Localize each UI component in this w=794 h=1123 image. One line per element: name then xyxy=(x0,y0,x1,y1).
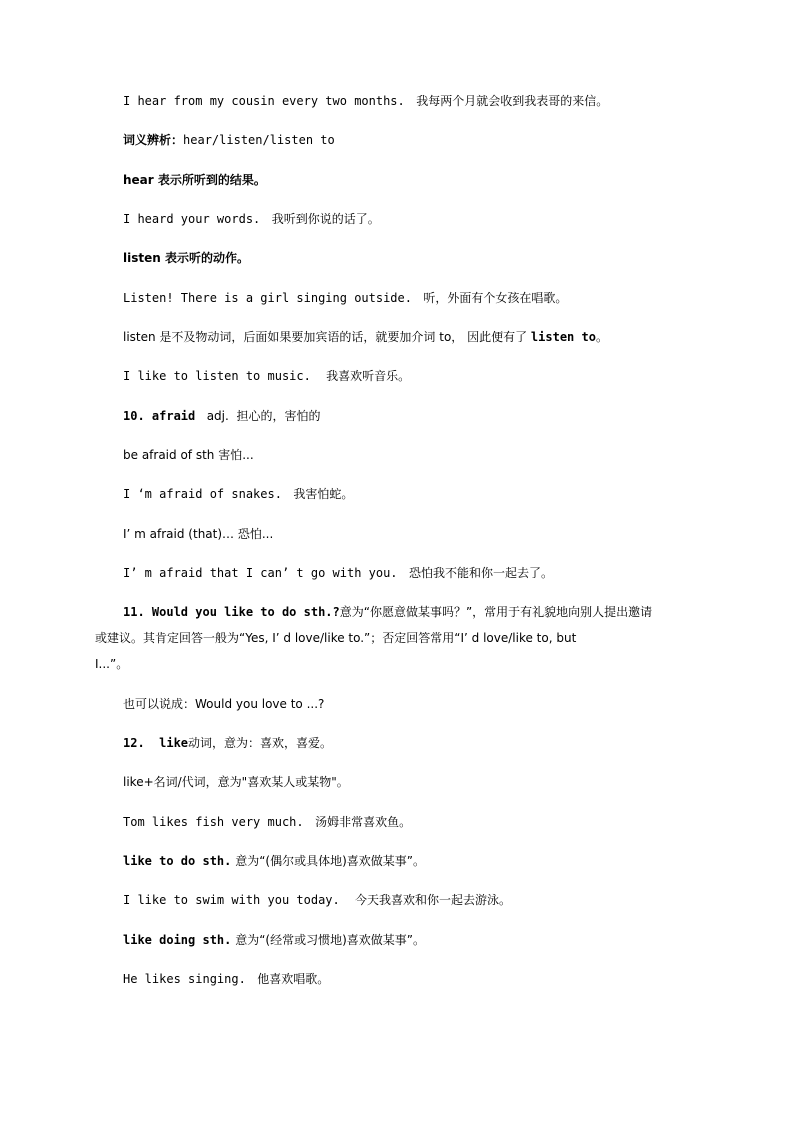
text-line xyxy=(123,891,511,909)
text-line xyxy=(123,734,332,752)
paragraph-11-line-1 xyxy=(123,603,652,621)
text-line xyxy=(123,485,353,503)
definition-heading: hear 表示所听到的结果。 xyxy=(123,173,266,187)
item-heading: 12. like xyxy=(123,736,189,750)
english-example: He likes singing. xyxy=(123,972,246,986)
item-explanation: 意为“你愿意做某事吗？”，常用于有礼貌地向别人提出邀请 xyxy=(339,605,653,619)
english-example: I hear from my cousin every two months. xyxy=(123,94,405,108)
text-line xyxy=(123,852,425,870)
chinese-translation: 我害怕蛇。 xyxy=(281,487,354,501)
paragraph-11-line-2 xyxy=(95,629,717,647)
heading-terms: hear/listen/listen to xyxy=(183,133,335,147)
definition-heading: listen 表示听的动作。 xyxy=(123,251,249,265)
chinese-translation: 汤姆非常喜欢鱼。 xyxy=(303,815,412,829)
text-line xyxy=(123,564,553,582)
item-heading: 10. afraid xyxy=(123,409,196,423)
text-line xyxy=(123,446,254,464)
text-line xyxy=(123,210,380,228)
english-example: Listen! There is a girl singing outside. xyxy=(123,291,412,305)
usage-definition: 意为“(经常或习惯地)喜欢做某事”。 xyxy=(231,933,425,947)
english-example: I heard your words. xyxy=(123,212,261,226)
text-line xyxy=(123,367,410,385)
phrase-definition: be afraid of sth 害怕... xyxy=(123,448,254,462)
chinese-translation: 听，外面有个女孩在唱歌。 xyxy=(411,291,568,305)
phrase-definition: I’ m afraid (that)… 恐怕... xyxy=(123,527,274,541)
text-line xyxy=(123,92,608,110)
chinese-translation: 我听到你说的话了。 xyxy=(260,212,380,226)
english-example: Tom likes fish very much. xyxy=(123,815,304,829)
usage-definition: like+名词/代词，意为"喜欢某人或某物"。 xyxy=(123,775,349,789)
section-heading: 词义辨析： xyxy=(123,133,184,147)
item-heading: 11. Would you like to do sth.? xyxy=(123,605,340,619)
phrase-bold: like to do sth. xyxy=(123,854,232,868)
english-example: I like to swim with you today. xyxy=(123,893,340,907)
explanation-text: listen 是不及物动词，后面如果要加宾语的话，就要加介词 to， 因此便有了 xyxy=(123,330,531,344)
chinese-translation: 我每两个月就会收到我表哥的来信。 xyxy=(404,94,609,108)
text-line xyxy=(123,525,273,543)
text-line xyxy=(123,813,411,831)
text-line xyxy=(123,328,608,346)
item-explanation: 或建议。其肯定回答一般为“Yes, I’ d love/like to.”；否定回答常用“I’ d love/like to, but xyxy=(95,631,577,645)
text-line xyxy=(123,407,320,425)
text-line xyxy=(123,171,266,189)
text-line xyxy=(123,773,349,791)
text-line xyxy=(123,695,324,713)
usage-definition: 意为“(偶尔或具体地)喜欢做某事”。 xyxy=(231,854,425,868)
english-example: I’ m afraid that I can’ t go with you. xyxy=(123,566,398,580)
chinese-translation: 他喜欢唱歌。 xyxy=(245,972,330,986)
chinese-translation: 恐怕我不能和你一起去了。 xyxy=(397,566,553,580)
text-line xyxy=(123,289,567,307)
item-definition: 动词，意为：喜欢，喜爱。 xyxy=(188,736,333,750)
punctuation: 。 xyxy=(595,330,608,344)
item-definition: adj. 担心的，害怕的 xyxy=(195,409,321,423)
text-line xyxy=(123,131,335,149)
chinese-translation: 今天我喜欢和你一起去游泳。 xyxy=(339,893,512,907)
text-line xyxy=(123,931,425,949)
chinese-translation: 我喜欢听音乐。 xyxy=(310,369,411,383)
phrase-bold: listen to xyxy=(530,330,596,344)
phrase-bold: like doing sth. xyxy=(123,933,232,947)
item-explanation: I...”。 xyxy=(95,657,129,671)
english-example: I ‘m afraid of snakes. xyxy=(123,487,282,501)
english-example: I like to listen to music. xyxy=(123,369,311,383)
text-line xyxy=(123,970,329,988)
alternative-phrase: 也可以说成：Would you love to ...? xyxy=(123,697,325,711)
paragraph-11-line-3 xyxy=(95,655,717,673)
text-line xyxy=(123,249,249,267)
